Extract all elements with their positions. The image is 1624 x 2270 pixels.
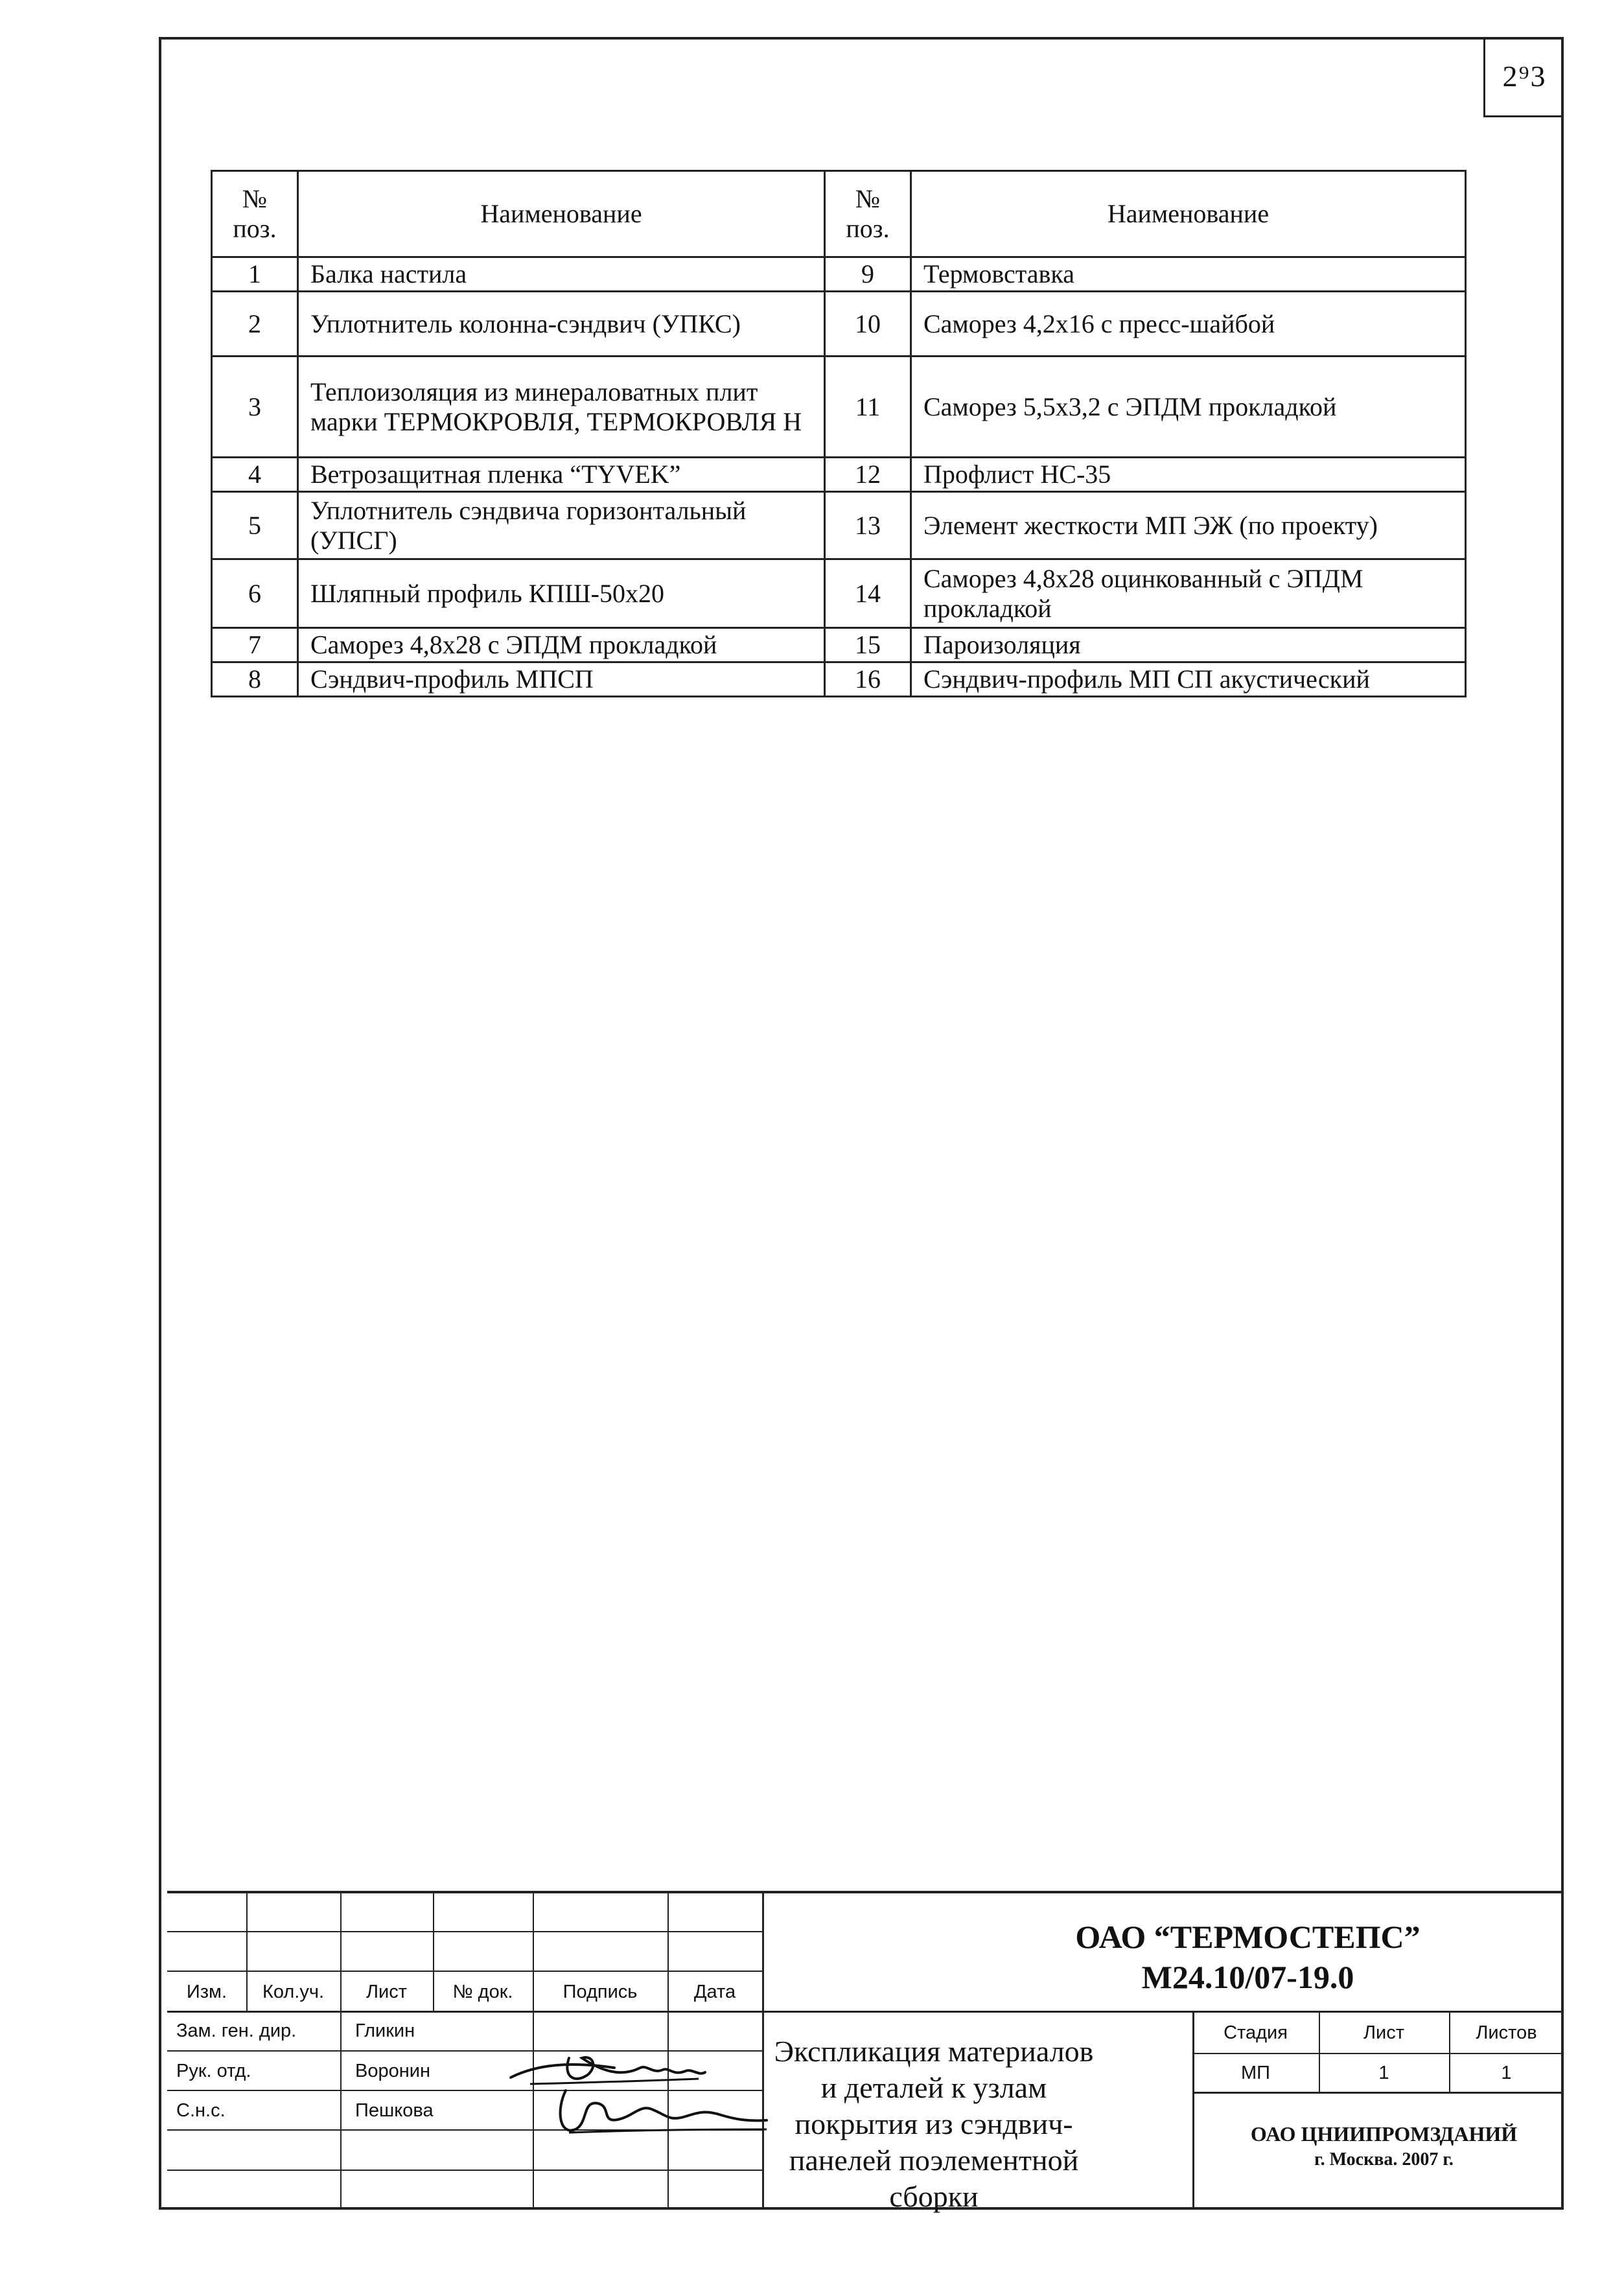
pos-cell: 16 (825, 662, 911, 697)
handwritten-signatures (491, 2039, 770, 2142)
rule (167, 1971, 762, 1972)
name-cell: Элемент жесткости МП ЭЖ (по проекту) (911, 492, 1466, 559)
header-pos-2: № поз. (825, 171, 911, 257)
col-doc: № док. (452, 1982, 513, 2002)
pos-cell: 15 (825, 628, 911, 662)
name-cell: Профлист НС-35 (911, 458, 1466, 492)
pos-cell: 8 (212, 662, 298, 697)
rule (167, 2170, 762, 2171)
role-label: Рук. отд. (176, 2061, 251, 2081)
table-row (212, 292, 1466, 357)
table-row (212, 559, 1466, 628)
document-code: М24.10/07-19.0 (1141, 1959, 1354, 1995)
title-block-top-line (167, 1891, 1564, 1893)
person-name: Гликин (355, 2020, 415, 2041)
col-izm: Изм. (186, 1982, 227, 2002)
name-cell: Шляпный профиль КПШ-50x20 (298, 559, 825, 628)
name-cell: Уплотнитель сэндвича горизонтальный (УПСГ) (298, 492, 825, 559)
col-sign: Подпись (563, 1982, 638, 2002)
table-row (212, 257, 1466, 292)
title-block (167, 1891, 1564, 2213)
organization-name: ОАО ЦНИИПРОМЗДАНИЙ (1250, 2122, 1518, 2146)
pos-cell: 14 (825, 559, 911, 628)
name-cell: Саморез 5,5x3,2 с ЭПДМ прокладкой (911, 357, 1466, 458)
pos-cell: 5 (212, 492, 298, 559)
header-name-2: Наименование (911, 171, 1466, 257)
materials-table (211, 170, 1467, 697)
name-cell: Пароизоляция (911, 628, 1466, 662)
person-name: Воронин (355, 2061, 430, 2081)
name-cell: Теплоизоляция из минераловатных плит марки ТЕРМОКРОВЛЯ, ТЕРМОКРОВЛЯ Н (298, 357, 825, 458)
name-cell: Термовставка (911, 257, 1466, 292)
document-description: Экспликация материалов и деталей к узлам покрытия из сэндвич-панелей поэлементной сборки (774, 2035, 1094, 2213)
name-cell: Сэндвич-профиль МП СП акустический (911, 662, 1466, 697)
table-row (212, 357, 1466, 458)
company-name: ОАО “ТЕРМОСТЕПС” (1075, 1919, 1421, 1955)
pos-cell: 4 (212, 458, 298, 492)
pos-cell: 6 (212, 559, 298, 628)
header-name-1: Наименование (298, 171, 825, 257)
stage-value: МП (1240, 2063, 1270, 2083)
name-cell: Саморез 4,8x28 оцинкованный с ЭПДМ прокладкой (911, 559, 1466, 628)
person-name: Пешкова (355, 2100, 434, 2121)
pos-cell: 3 (212, 357, 298, 458)
rule (1192, 2092, 1564, 2094)
sheet-number: 2⁹3 (1483, 37, 1564, 117)
rule (1192, 2053, 1564, 2054)
pos-cell: 2 (212, 292, 298, 357)
name-cell: Балка настила (298, 257, 825, 292)
header-pos-1: № поз. (212, 171, 298, 257)
name-cell: Ветрозащитная пленка “TYVEK” (298, 458, 825, 492)
table-row (212, 628, 1466, 662)
table-row (212, 458, 1466, 492)
organization-city-year: г. Москва. 2007 г. (1314, 2149, 1454, 2170)
rule (167, 2011, 762, 2013)
name-cell: Саморез 4,2x16 с пресс-шайбой (911, 292, 1466, 357)
pos-cell: 13 (825, 492, 911, 559)
pos-cell: 9 (825, 257, 911, 292)
sheet-label: Лист (1363, 2022, 1404, 2043)
role-label: С.н.с. (176, 2100, 226, 2121)
col-list: Лист (365, 1982, 407, 2002)
stage-label: Стадия (1224, 2022, 1288, 2043)
pos-cell: 1 (212, 257, 298, 292)
sheets-label: Листов (1476, 2022, 1537, 2043)
name-cell: Сэндвич-профиль МПСП (298, 662, 825, 697)
rule (167, 1931, 762, 1932)
table-row (212, 492, 1466, 559)
rule (762, 2011, 1564, 2013)
name-cell: Саморез 4,8x28 с ЭПДМ прокладкой (298, 628, 825, 662)
col-kol: Кол.уч. (262, 1982, 325, 2002)
pos-cell: 12 (825, 458, 911, 492)
sheet-value: 1 (1378, 2063, 1389, 2083)
table-header-row (212, 171, 1466, 257)
table-row (212, 662, 1466, 697)
pos-cell: 11 (825, 357, 911, 458)
rule (340, 1891, 342, 2210)
pos-cell: 7 (212, 628, 298, 662)
pos-cell: 10 (825, 292, 911, 357)
organization (1204, 2121, 1564, 2173)
name-cell: Уплотнитель колонна-сэндвич (УПКС) (298, 292, 825, 357)
col-date: Дата (693, 1982, 736, 2002)
role-label: Зам. ген. дир. (176, 2020, 297, 2041)
sheets-value: 1 (1501, 2063, 1512, 2083)
company-and-code (932, 1917, 1564, 1997)
